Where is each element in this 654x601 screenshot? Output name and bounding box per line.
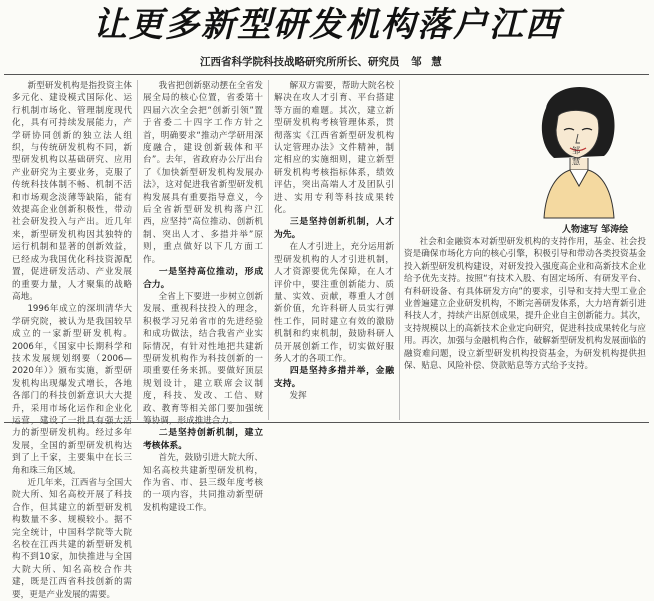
byline-title: 江西省科学院科技战略研究所所长、研究员 bbox=[200, 56, 400, 68]
column-divider bbox=[137, 80, 138, 420]
paragraph: 我省把创新驱动摆在全省发展全局的核心位置，省委第十四届六次全会把“创新引领”置于省委二十四字工作方针之首，明确要求“推动产学研用深度融合，建设创新载体和平台”。去年，省政府办公厅出台了《加快新型研发机构发展办法》，这对促进我省新型研发机构发展具有重要指导意义，今后全省新型研发机构落户江西，应坚持“高位推动、创新机制、突出人才、多措并举”原则，重点做好以下几方面工作。 bbox=[143, 81, 263, 265]
article-column-4 bbox=[404, 236, 646, 422]
column-divider bbox=[399, 80, 400, 420]
section-heading: 二是坚持创新机制，建立考核体系。 bbox=[143, 428, 263, 451]
paragraph: 近几年来，江西省与全国大院大所、知名高校开展了科技合作，但其建立的新型研发机构数量不多、规模较小。据不完全统计，中国科学院等大院名校在江西共建的新型研发机构不到10家，加快推进与全国大院大所、知名高校合作共建，既是江西省科技创新的需要，更是产业发展的需要。 bbox=[12, 478, 132, 600]
article-column-1 bbox=[12, 80, 132, 600]
paragraph: 发挥 bbox=[289, 391, 307, 402]
portrait-credit: 人物速写 邹涛绘 bbox=[562, 225, 629, 235]
headline: 让更多新型研发机构落户江西 bbox=[93, 5, 561, 45]
portrait-caption: 邹 慧 bbox=[570, 146, 580, 166]
paragraph: 全省上下要进一步树立创新发展、重视科技投入的理念，积极学习兄弟省市的先进经验和成功做法，结合我省产业实际情况，有针对性地把共建新型研发机构作为科技创新的一项重要任务来抓。要做好顶层规划设计，建立联席会议制度，科技、发改、工信、财政、教育等相关部门要加强统筹协调，形成推进合力。 bbox=[143, 291, 263, 426]
section-heading: 三是坚持创新机制，人才为先。 bbox=[274, 217, 394, 240]
bottom-rule bbox=[4, 422, 649, 423]
paragraph: 在人才引进上，充分运用新型研发机构的人才引进机制，人才资源要优先保障，在人才评价中，要注重创新能力、质量、实效、贡献，尊重人才创新价值，允许科研人员实行弹性工作，同时建立有效的激励机制和约束机制，鼓励科研人员开展创新工作，切实做好服务人才的各项工作。 bbox=[274, 242, 394, 364]
paragraph: 新型研发机构是指投资主体多元化、建设模式国际化、运行机制市场化、管理制度现代化，具有可持续发展能力，产学研协同创新的独立法人组织，与传统研发机构不同，新型研发机构以基础研究、应用产业研究为主要业务，克服了传统科技体制不畅、机制不活和市场观念淡薄等缺陷，能有效提高企业创新积极性，带动社会研发投入与产出。近几年来，新型研发机构因其独特的运行机制和显著的创新效益，已经成为我国优化科技资源配置，促进研发活动、产业发展的重要力量，人才聚集的战略高地。 bbox=[12, 81, 132, 302]
section-heading: 四是坚持多措并举，金融支持。 bbox=[274, 366, 394, 389]
section-heading: 一是坚持高位推动，形成合力。 bbox=[143, 267, 263, 290]
paragraph: 社会和金融资本对新型研发机构的支持作用，基金、社会投资是确保市场化方向的核心引擎，积极引导和带动各类投资基金投入新型研发机构建设，对研发投入强度高企业和高新技术企业给予优先支持。按照“有技术入股、有固定场所、有研发平台、有科研设备、有具体研发方向”的要求，引导和支持大型工业企业普遍建立企业研发机构，不断完善研发体系，大力培育新引进科技人才，持续产出原创成果，提升企业自主创新能力。其次，支持规模以上的高新技术企业定向研究，促进科技成果转化与应用。再次，加强与金融机构合作，破解新型研发机构发展面临的融资难问题，设立新型研发机构投资基金，为研发机构提供担保、贴息、风险补偿、贷款贴息等方式给予支持。 bbox=[404, 237, 646, 372]
paragraph: 首先，鼓励引进大院大所、知名高校共建新型研发机构，作为省、市、县三级年度考核的一项内容，共同推动新型研发机构建设工作。 bbox=[143, 453, 263, 513]
byline-author: 邹 慧 bbox=[411, 56, 445, 68]
paragraph: 1996年成立的深圳清华大学研究院，被认为是我国较早成立的一家新型研发机构。2006年，《国家中长期科学和技术发展规划纲要（2006—2020年）》颁布实施，新型研发机构出现爆发式增长，各地各部门的科技创新意识大大提升，采用市场化运作和企业化运营，建设了一批具有强大活力的新型研发机构。经过多年发展，全国的新型研发机构达到了上千家，主要集中在长三角和珠三角区域。 bbox=[12, 304, 132, 476]
paragraph: 解双方需要，帮助大院名校解决在攻人才引育、平台搭建等方面的难题。其次，建立新型研发机构考核管理体系，贯彻落实《江西省新型研发机构认定管理办法》文件精神，制定相应的实施细则，建立新型研发机构考核指标体系，绩效评估，突出高端人才及团队引进、实用专利等科技成果转化。 bbox=[274, 81, 394, 216]
top-rule bbox=[4, 74, 649, 75]
column-divider bbox=[268, 80, 269, 420]
article-column-3 bbox=[274, 80, 394, 420]
byline bbox=[200, 54, 480, 69]
article-column-2 bbox=[143, 80, 263, 513]
